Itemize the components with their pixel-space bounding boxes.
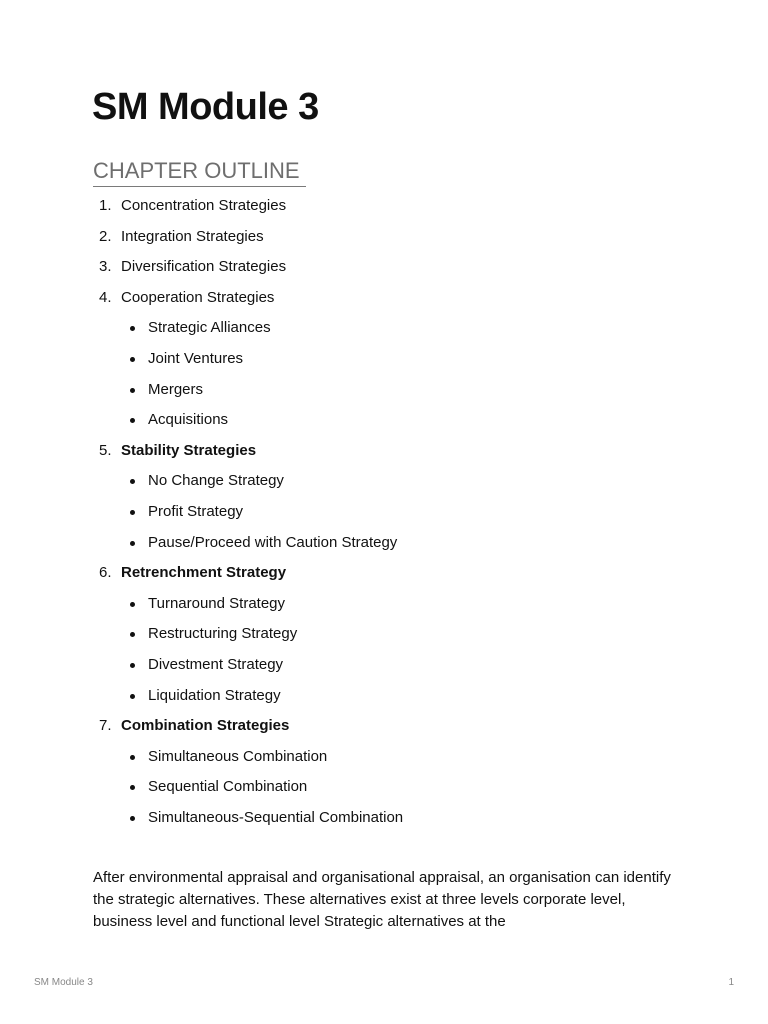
outline-subitem-label: Acquisitions (148, 411, 229, 429)
outline-subitem (93, 742, 713, 773)
chapter-outline-list (93, 191, 713, 833)
outline-subitem (93, 589, 713, 620)
outline-subitem (93, 681, 713, 712)
bullet-icon (130, 357, 135, 362)
bullet-icon (130, 326, 135, 331)
outline-subitem (93, 528, 713, 559)
outline-subitem-label: Profit Strategy (148, 502, 244, 520)
outline-subitem-label: Mergers (148, 380, 204, 398)
outline-subitem-label: Turnaround Strategy (148, 594, 286, 612)
bullet-icon (130, 663, 135, 668)
bullet-icon (130, 755, 135, 760)
outline-item-label: Cooperation Strategies (121, 288, 275, 306)
outline-item-number: 7. (99, 717, 112, 735)
outline-subitem-label: Joint Ventures (148, 349, 244, 367)
outline-subitem-label: Pause/Proceed with Caution Strategy (148, 533, 398, 551)
outline-item-label: Stability Strategies (121, 441, 257, 459)
outline-subitem (93, 466, 713, 497)
outline-subitem-label: Simultaneous Combination (148, 747, 328, 765)
outline-subitem (93, 405, 713, 436)
outline-subitem (93, 497, 713, 528)
outline-item-number: 5. (99, 441, 112, 459)
bullet-icon (130, 418, 135, 423)
bullet-icon (130, 816, 135, 821)
outline-item-combination (93, 711, 713, 742)
outline-item-label: Concentration Strategies (121, 197, 287, 214)
outline-item-stability (93, 436, 713, 467)
bullet-icon (130, 541, 135, 546)
outline-item-number: 4. (99, 288, 112, 306)
outline-item-number: 2. (99, 227, 112, 245)
bullet-icon (130, 694, 135, 699)
outline-item-retrenchment (93, 558, 713, 589)
outline-subitem-label: Divestment Strategy (148, 655, 284, 673)
outline-subitem (93, 803, 713, 834)
outline-subitem-label: Restructuring Strategy (148, 625, 298, 643)
outline-item-label: Retrenchment Strategy (121, 564, 287, 582)
bullet-icon (130, 510, 135, 515)
outline-item-label: Combination Strategies (121, 717, 290, 735)
bullet-icon (130, 785, 135, 790)
outline-item-number: 3. (99, 258, 112, 276)
outline-item-diversification (93, 252, 713, 283)
page-title: SM Module 3 (92, 86, 319, 128)
outline-subitem (93, 650, 713, 681)
outline-item-number: 1. (99, 197, 112, 214)
outline-item-concentration (93, 191, 713, 222)
bullet-icon (130, 602, 135, 607)
outline-subitem-label: Simultaneous-Sequential Combination (148, 808, 404, 826)
footer-doc-title: SM Module 3 (34, 977, 93, 988)
bullet-icon (130, 632, 135, 637)
outline-subitem (93, 375, 713, 406)
outline-subitem-label: Strategic Alliances (148, 319, 271, 337)
outline-subitem-label: Liquidation Strategy (148, 686, 281, 704)
bullet-icon (130, 388, 135, 393)
outline-subitem (93, 619, 713, 650)
outline-item-label: Diversification Strategies (121, 258, 287, 276)
outline-item-integration (93, 222, 713, 253)
outline-subitem (93, 772, 713, 803)
outline-subitem (93, 344, 713, 375)
outline-item-label: Integration Strategies (121, 227, 264, 245)
outline-subitem-label: No Change Strategy (148, 472, 284, 490)
body-paragraph: After environmental appraisal and organisational appraisal, an organisation can identify the strategic alternatives. These alternatives exist at three levels corporate level, business level and functional level Strategic alternatives at the (93, 869, 671, 930)
outline-subitem-label: Sequential Combination (148, 778, 308, 796)
chapter-outline-heading: CHAPTER OUTLINE (93, 157, 306, 187)
bullet-icon (130, 479, 135, 484)
outline-item-cooperation (93, 283, 713, 314)
footer-page-number: 1 (728, 977, 734, 988)
outline-subitem (93, 313, 713, 344)
outline-item-number: 6. (99, 564, 112, 582)
